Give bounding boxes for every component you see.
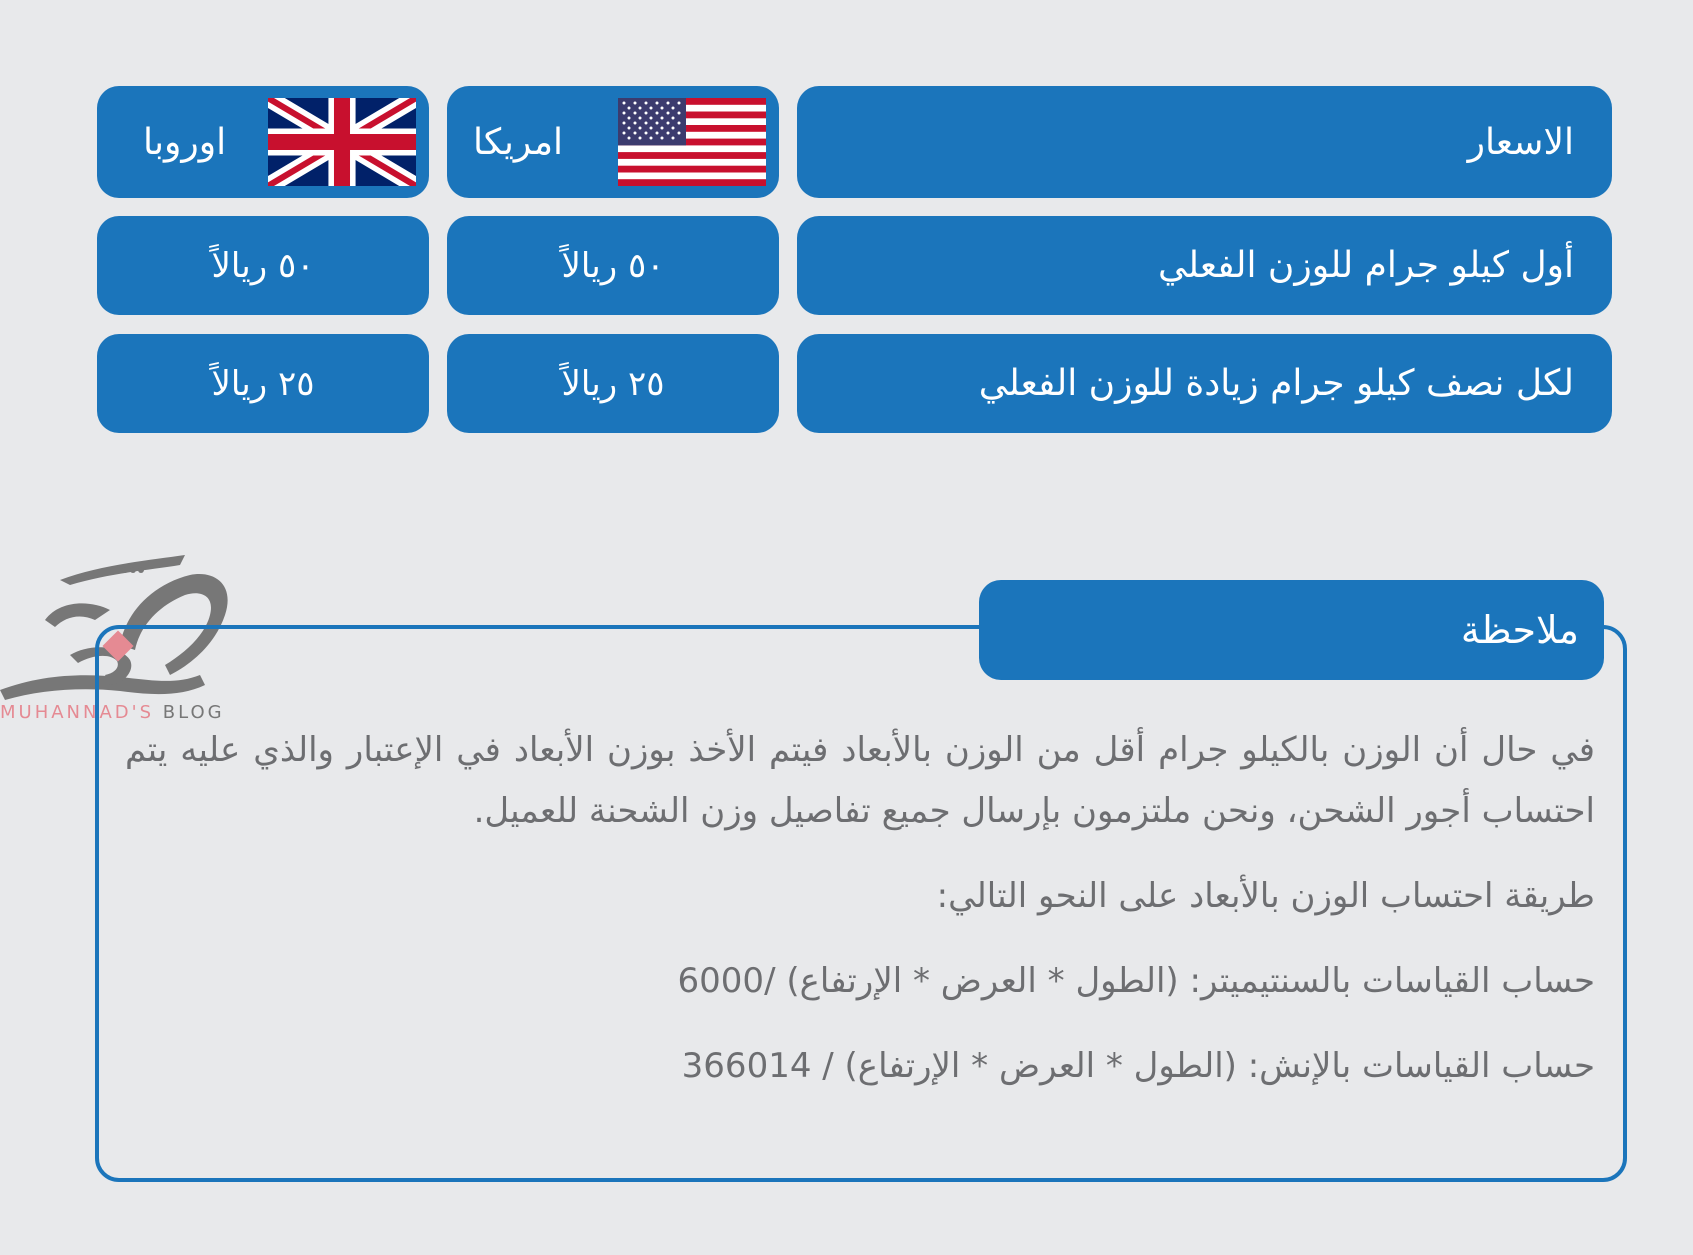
row-half-kilo-america — [447, 334, 779, 433]
price-value: ٢٥ ريالاً — [211, 363, 315, 404]
price-value: ٢٥ ريالاً — [561, 363, 665, 404]
prices-heading: الاسعار — [1467, 121, 1574, 163]
logo-secondary-text: BLOG — [162, 702, 225, 723]
header-label-cell — [797, 86, 1612, 198]
price-value: ٥٠ ريالاً — [561, 245, 665, 286]
note-paragraph: طريقة احتساب الوزن بالأبعاد على النحو التالي: — [936, 876, 1595, 916]
usa-flag-icon — [618, 98, 766, 186]
europe-label: اوروبا — [143, 121, 227, 163]
uk-flag-icon — [268, 98, 416, 186]
note-paragraph: في حال أن الوزن بالكيلو جرام أقل من الوزن بالأبعاد فيتم الأخذ بوزن الأبعاد في الإعتبار والذي عليه يتم احتساب أجور الشحن، ونحن ملتزمون بإرسال جميع تفاصيل وزن الشحنة للعميل. — [125, 730, 1595, 831]
america-label: امريكا — [473, 121, 564, 163]
row-half-kilo-label — [797, 334, 1612, 433]
row-first-kilo-america — [447, 216, 779, 315]
price-value: ٥٠ ريالاً — [211, 245, 315, 286]
note-paragraph: حساب القياسات بالإنش: (الطول * العرض * الإرتفاع) / 366014 — [681, 1046, 1595, 1086]
row-half-kilo-europe — [97, 334, 429, 433]
table-row-label: لكل نصف كيلو جرام زيادة للوزن الفعلي — [978, 363, 1574, 404]
logo-main-text: MUHANNAD'S — [0, 702, 155, 723]
note-paragraph: حساب القياسات بالسنتيميتر: (الطول * العرض * الإرتفاع) /6000 — [677, 961, 1595, 1001]
header-europe-cell — [97, 86, 429, 198]
row-first-kilo-europe — [97, 216, 429, 315]
table-row-label: أول كيلو جرام للوزن الفعلي — [1157, 245, 1574, 286]
header-america-cell — [447, 86, 779, 198]
note-title: ملاحظة — [1460, 608, 1579, 652]
row-first-kilo-label — [797, 216, 1612, 315]
note-title-tab — [979, 580, 1604, 680]
note-body — [125, 720, 1595, 1097]
